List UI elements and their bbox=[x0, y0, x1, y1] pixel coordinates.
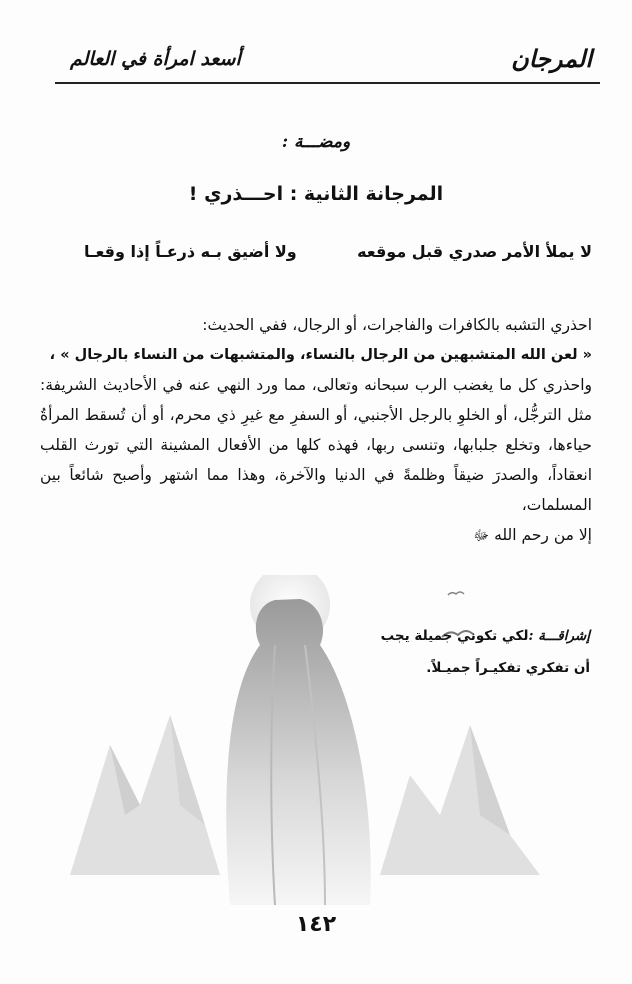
running-header-subtitle: أسعد امرأة في العالم bbox=[70, 48, 241, 70]
intro-paragraph: احذري التشبه بالكافرات والفاجرات، أو الرجال، ففي الحديث: bbox=[202, 316, 592, 334]
tip-text: لكي تكوني جميلة يجب أن تفكري تفكيـراً جميـلاً. bbox=[380, 628, 590, 676]
closing-text: إلا من رحم الله bbox=[494, 526, 592, 544]
verse-second-hemistich: ولا أضيق بـه ذرعـاً إذا وقعـا bbox=[84, 242, 297, 261]
header-divider bbox=[55, 82, 600, 84]
honorific-glyph: ﷻ bbox=[473, 528, 490, 544]
body-text bbox=[40, 310, 592, 551]
hadith-quote: « لعن الله المتشبهين من الرجال بالنساء، والمتشبهات من النساء بالرجال » ، bbox=[49, 347, 592, 363]
chapter-title: المرجانة الثانية : احـــذري ! bbox=[188, 183, 444, 205]
main-paragraph: واحذري كل ما يغضب الرب سبحانه وتعالى، مما ورد النهي عنه في الأحاديث الشريفة: مثل الترجُّل، أو الخلوِ بالرجل الأجنبي، أو السفرِ مع غيرِ ذي محرم، أو أن تُسقط المرأةُ حياءها، وتخلع جلبابها، وتنسى ربها، فهذه كلها من الأفعال المشينة التي تورث القلب انعقاداً، والصدرَ ضيقاً وظلمةً في الدنيا والآخرة، وهذا مما اشتهر وأصبح شائعاً بين المسلمات، bbox=[40, 376, 592, 514]
bird-icon bbox=[448, 592, 464, 595]
mountain-right bbox=[380, 725, 540, 875]
tip-box bbox=[380, 620, 590, 684]
verse-first-hemistich: لا يملأ الأمر صدري قبل موقعه bbox=[357, 242, 592, 261]
tip-label: إشراقـــة : bbox=[528, 628, 590, 644]
running-header-title: المرجان bbox=[511, 44, 592, 73]
closing-line bbox=[40, 520, 592, 551]
page-number: ١٤٢ bbox=[295, 912, 337, 937]
mountain-left bbox=[70, 715, 220, 875]
veiled-figure bbox=[226, 599, 371, 905]
section-label: ومضـــة : bbox=[281, 132, 351, 152]
